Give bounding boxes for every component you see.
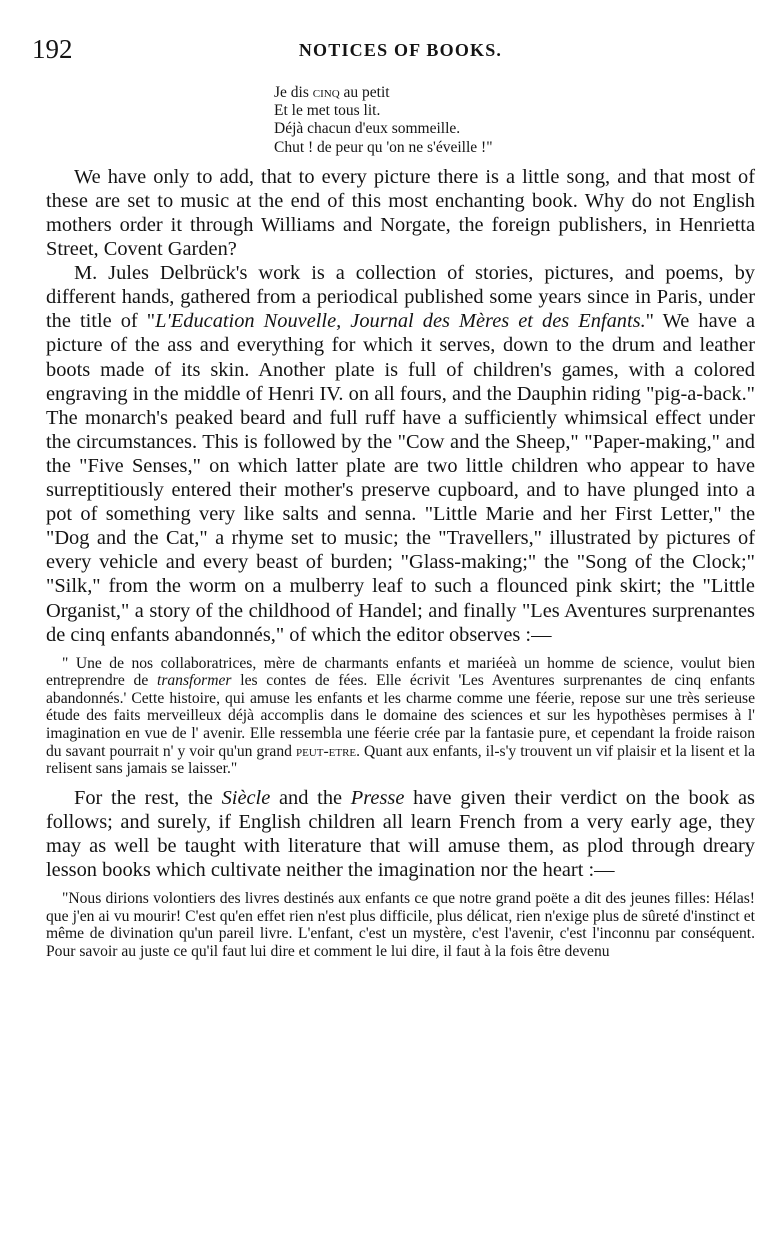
verse-line: Et le met tous lit.	[274, 102, 381, 120]
block-quote-press: "Nous dirions volontiers des livres destinés aux enfants ce que notre grand poëte a dit des jeunes filles: Hélas! que j'en ai vu mourir! C'est qu'en effet rien n'est plus difficile, plus délicat, rien n'exige plus de sûreté d'instinct et même de divination qu'un pareil livre. L'enfant, c'est un mystère, c'est l'avenir, c'est l'inconnu par conséquent. Pour savoir au juste ce qu'il faut lui dire et comment le lui dire, il faut à la fois être devenu	[46, 890, 755, 960]
page-number: 192	[32, 34, 73, 64]
block-quote-editor: " Une de nos collaboratrices, mère de charmants enfants et mariéeà un homme de science, voulut bien entreprendre de transformer les contes de fées. Elle écrivit 'Les Aventures surprenantes de cinq enfants abandonnés.' Cette histoire, qui amuse les enfants et les charme comme une féerie, repose sur une très serieuse étude des faits merveilleux déjà accomplis dans le domaine des sciences et sur les hypothèses permises à l' imagination en vue de l' avenir. Elle ressembla une féerie crée par la fantasie pure, et cependant la froide raison du savant pourrait n' y voir qu'un grand peut-etre. Quant aux enfants, il-s'y trouvent un vif plaisir et la lisent et la relisent sans jamais se laisser."	[46, 654, 755, 778]
paragraph-closing-remarks: We have only to add, that to every picture there is a little song, and that most of these are set to music at the end of this most enchanting book. Why do not English mothers order it through Williams and Norgate, the foreign publishers, in Henrietta Street, Covent Garden?	[46, 165, 755, 261]
verse-line: Je dis cinq au petit	[274, 84, 390, 101]
verse-line: Chut ! de peur qu 'on ne s'éveille !"	[274, 138, 493, 156]
paragraph-delbruck-review: M. Jules Delbrück's work is a collection of stories, pictures, and poems, by different hands, gathered from a periodical published some years since in Paris, under the title of "L'Education Nouvelle, Journal des Mères et des Enfants." We have a picture of the ass and everything for which it serves, down to the drum and leather boots made of its skin. Another plate is full of children's games, with a colored engraving in the middle of Henri IV. on all fours, and the Dauphin riding "pig-a-back." The monarch's peaked beard and full ruff have a sufficiently whimsical effect under the circumstances. This is followed by the "Cow and the Sheep," "Paper-making," and the "Five Senses," on which latter plate are two little children who appear to have surreptitiously entered their mother's preserve cupboard, and to have plunged into a pot of something very like salts and senna. "Little Marie and her First Letter," the "Dog and the Cat," a rhyme set to music; the "Travellers," illustrated by pictures of every vehicle and every beast of burden; "Glass-making;" the "Song of the Clock;" "Silk," from the worm on a mulberry leaf to such a flounced pink skirt; the "Little Organist," a story of the childhood of Handel; and finally "Les Aventures surprenantes de cinq enfants abandonnés," of which the editor observes :—	[46, 262, 755, 646]
verse-line: Déjà chacun d'eux sommeille.	[274, 120, 461, 138]
verse-stanza	[274, 84, 755, 157]
running-head	[32, 34, 755, 66]
periodical-title: L'Education Nouvelle, Journal des Mères et des Enfants.	[155, 310, 646, 333]
paragraph-press-verdict: For the rest, the Siècle and the Presse have given their verdict on the book as follows; and surely, if English children all learn French from a very early age, they may as well be taught with literature that will amuse them, as plod through dreary lesson books which cultivate neither the imagination nor the heart :—	[46, 786, 755, 882]
running-title: NOTICES OF BOOKS.	[298, 40, 503, 60]
